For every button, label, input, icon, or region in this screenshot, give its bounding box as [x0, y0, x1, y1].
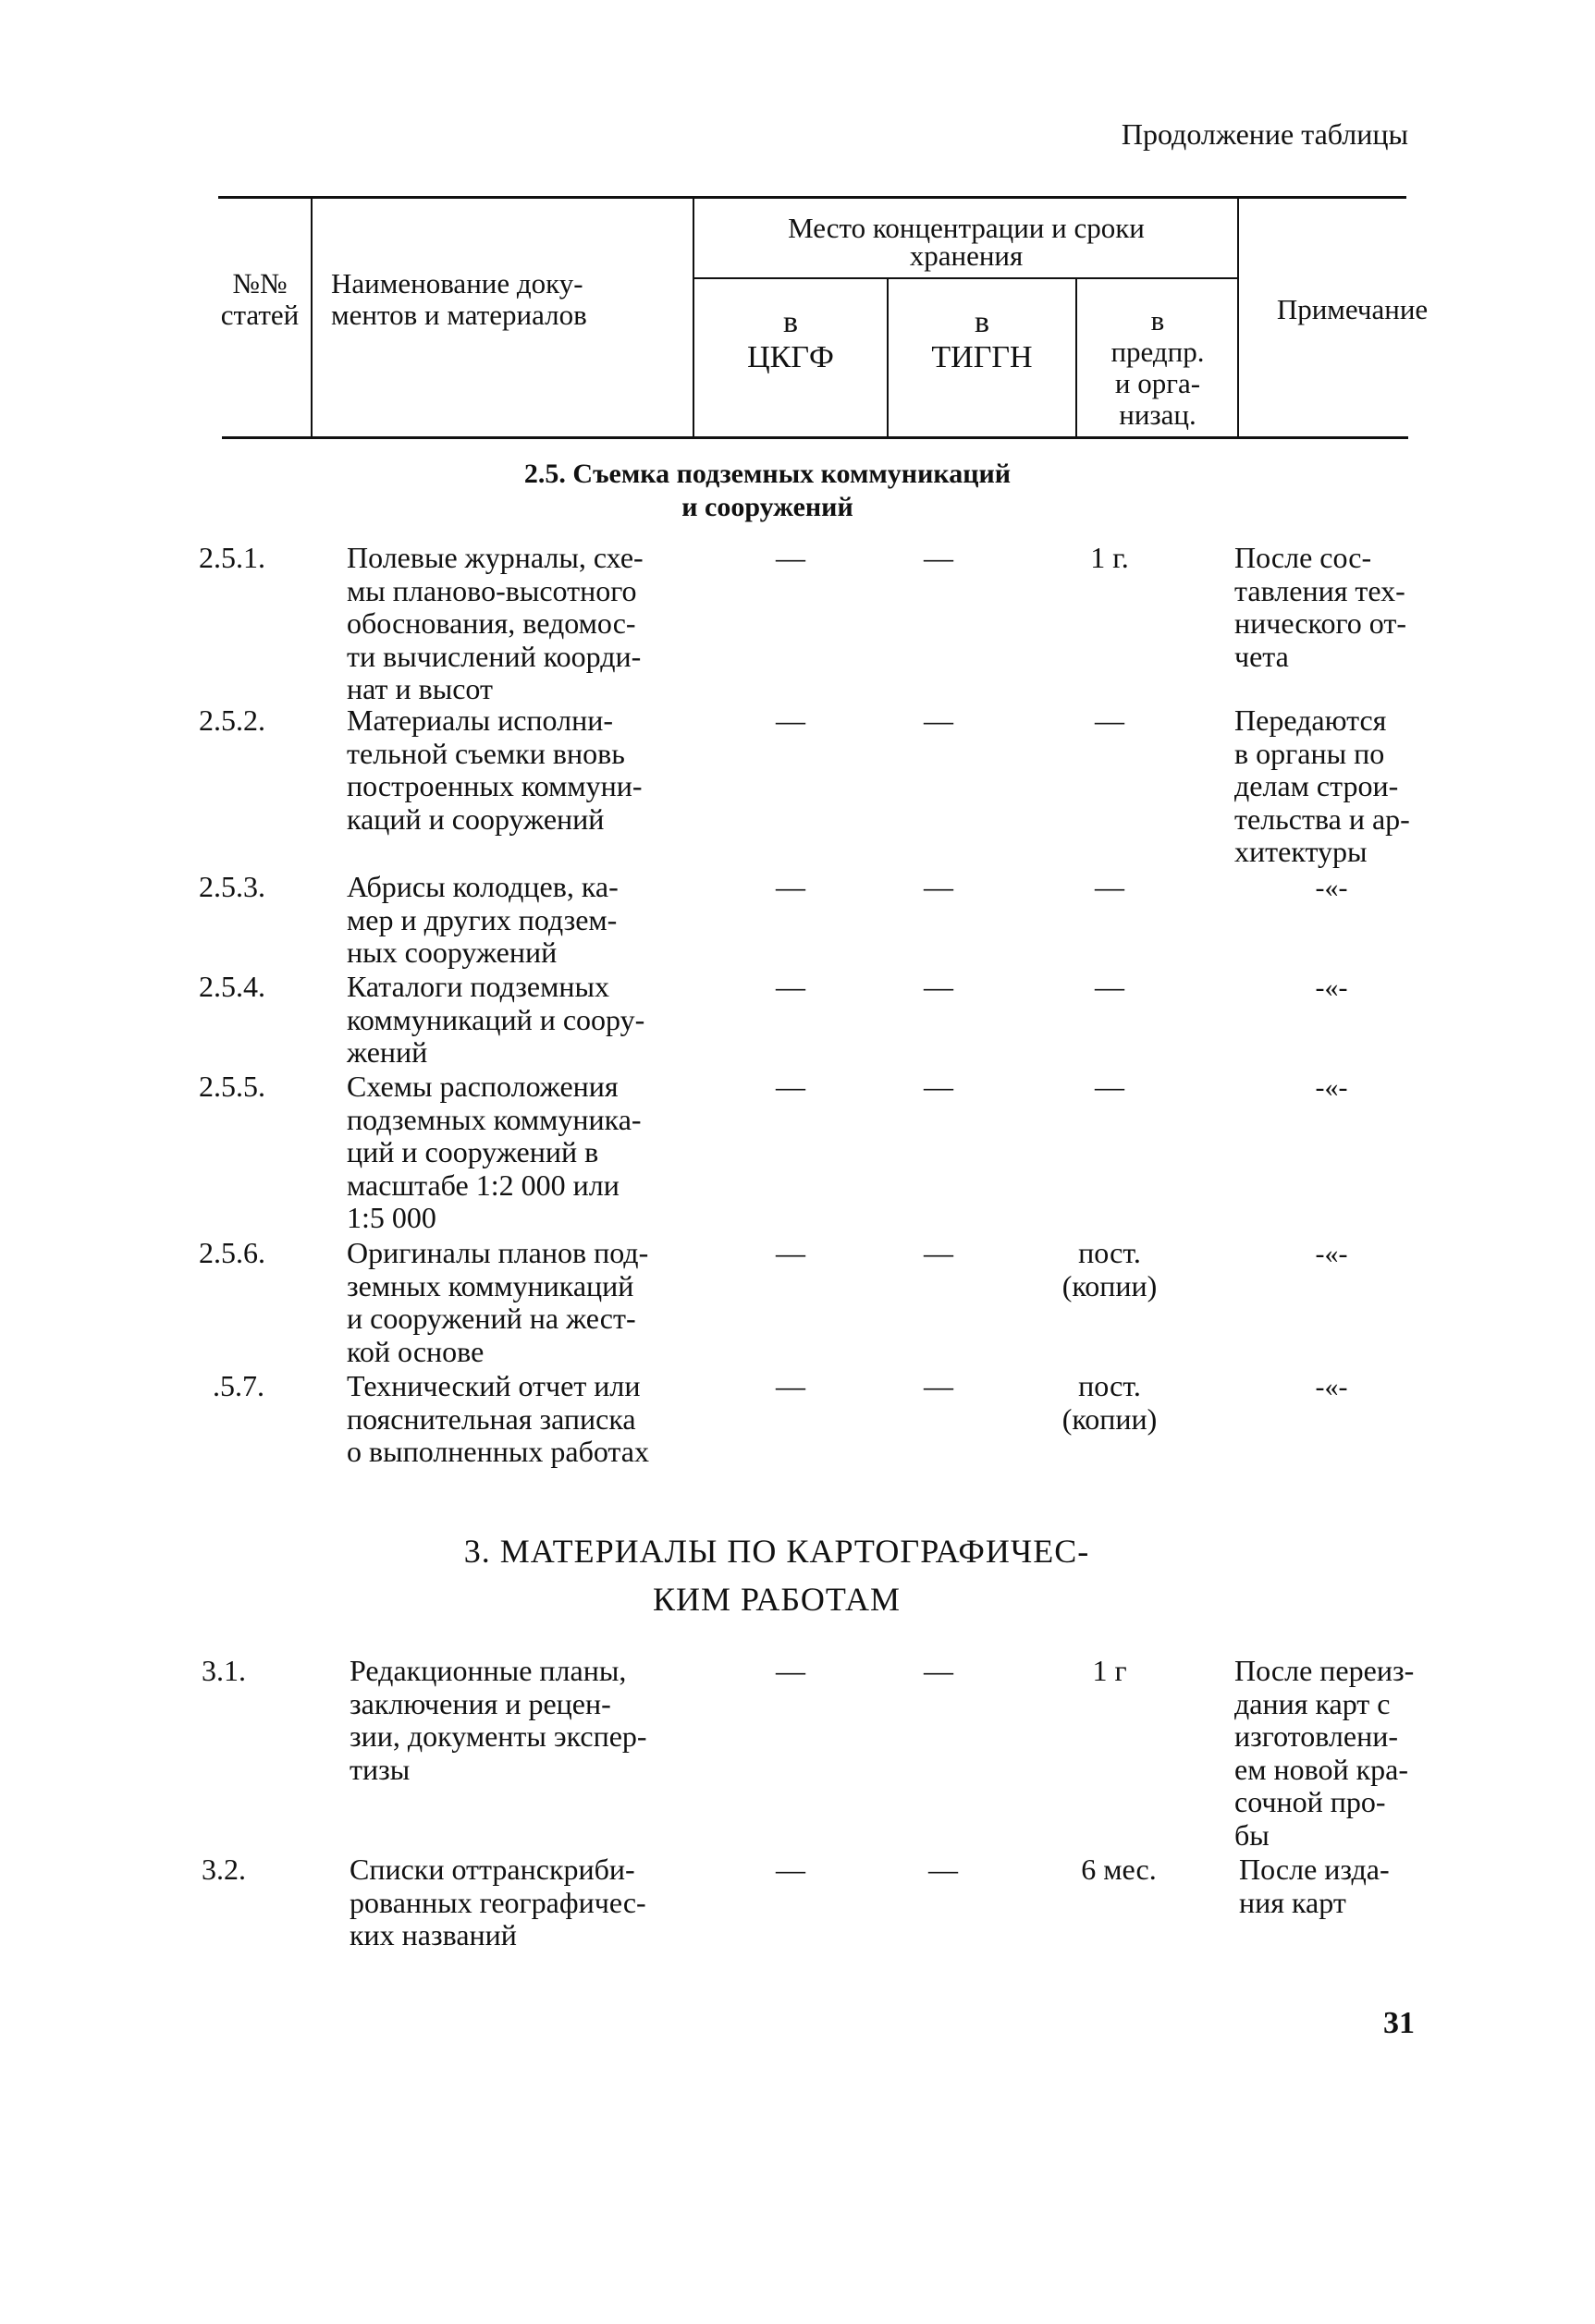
row-name: Материалы исполни- тельной съемки вновь построенных коммуни- каций и сооружений — [347, 703, 643, 836]
row-ckgf: — — [776, 1853, 805, 1886]
col-divider-1 — [311, 198, 313, 438]
row-note: После сос- тавления тех- нического от- чета — [1234, 541, 1407, 673]
row-org: 6 мес. — [1081, 1853, 1157, 1886]
row-ckgf: — — [776, 970, 805, 1003]
row-org: 1 г — [1092, 1654, 1127, 1687]
row-ckgf: — — [776, 703, 805, 737]
col-divider-4 — [1075, 278, 1077, 437]
row-name: Абрисы колодцев, ка- мер и других подзем- ных сооружений — [347, 870, 619, 969]
row-number: 2.5.5. — [199, 1070, 265, 1103]
row-number: .5.7. — [213, 1369, 264, 1402]
continuation-label: Продолжение таблицы — [1121, 117, 1408, 151]
row-note: После изда- ния карт — [1239, 1853, 1390, 1919]
row-name: Оригиналы планов под- земных коммуникаций и сооружений на жест- кой основе — [347, 1236, 649, 1368]
header-ckgf: в ЦКГФ — [747, 305, 834, 374]
row-number: 2.5.4. — [199, 970, 265, 1003]
row-tiggn: — — [924, 1654, 953, 1687]
row-tiggn: — — [924, 870, 953, 903]
row-number: 3.2. — [202, 1853, 246, 1886]
row-note: После переиз- дания карт с изготовлени- ем новой кра- сочной про- бы — [1234, 1654, 1415, 1852]
col-divider-2 — [693, 198, 694, 438]
page-number: 31 — [1383, 2006, 1415, 2040]
row-ckgf: — — [776, 870, 805, 903]
row-note-ditto: -«- — [1315, 1372, 1348, 1402]
row-ckgf: — — [776, 1070, 805, 1103]
row-org: 1 г. — [1090, 541, 1129, 574]
storage-subheader-rule — [693, 277, 1239, 279]
row-tiggn: — — [924, 703, 953, 737]
row-note-ditto: -«- — [1315, 873, 1348, 903]
row-tiggn: — — [924, 541, 953, 574]
row-note-ditto: -«- — [1315, 1072, 1348, 1103]
row-tiggn: — — [924, 1070, 953, 1103]
col-divider-3 — [887, 278, 889, 437]
row-number: 3.1. — [202, 1654, 246, 1687]
row-note: Передаются в органы по делам строи- тельства и ар- хитектуры — [1234, 703, 1410, 868]
row-note-ditto: -«- — [1315, 972, 1348, 1003]
row-org: — — [1095, 970, 1124, 1003]
row-tiggn: — — [924, 1369, 953, 1402]
row-name: Редакционные планы, заключения и рецен- зии, документы экспер- тизы — [350, 1654, 647, 1786]
table-bottom-rule — [222, 436, 1408, 439]
row-ckgf: — — [776, 1236, 805, 1269]
row-number: 2.5.3. — [199, 870, 265, 903]
row-tiggn: — — [924, 1236, 953, 1269]
row-org: пост. (копии) — [1061, 1236, 1158, 1303]
header-num: №№ статей — [220, 267, 300, 331]
header-name: Наименование доку- ментов и материалов — [331, 267, 587, 331]
row-org: — — [1095, 1070, 1124, 1103]
row-name: Технический отчет или пояснительная записка о выполненных работах — [347, 1369, 649, 1468]
row-ckgf: — — [776, 541, 805, 574]
row-name: Полевые журналы, схе- мы планово-высотного обоснования, ведомос- ти вычислений коорди- нат и высот — [347, 541, 644, 705]
table-top-rule — [218, 196, 1406, 199]
section-25-title: 2.5. Съемка подземных коммуникаций и сооружений — [523, 459, 1012, 522]
header-tiggn: в ТИГГН — [931, 305, 1033, 374]
row-name: Схемы расположения подземных коммуника- ций и сооружений в масштабе 1:2 000 или 1:5 000 — [347, 1070, 642, 1234]
row-tiggn: — — [928, 1853, 958, 1886]
row-ckgf: — — [776, 1654, 805, 1687]
row-org: пост. (копии) — [1061, 1369, 1158, 1436]
row-org: — — [1095, 703, 1124, 737]
header-org: в предпр. и орга- низац. — [1110, 304, 1205, 431]
row-org: — — [1095, 870, 1124, 903]
row-tiggn: — — [924, 970, 953, 1003]
section-3-title: 3. МАТЕРИАЛЫ ПО КАРТОГРАФИЧЕС- КИМ РАБОТАМ — [463, 1533, 1090, 1618]
row-name: Каталоги подземных коммуникаций и соору- жений — [347, 970, 645, 1069]
row-name: Списки оттранскриби- рованных географичес- ких названий — [350, 1853, 646, 1951]
header-note: Примечание — [1276, 293, 1429, 325]
row-note-ditto: -«- — [1315, 1239, 1348, 1269]
row-number: 2.5.2. — [199, 703, 265, 737]
row-number: 2.5.6. — [199, 1236, 265, 1269]
row-ckgf: — — [776, 1369, 805, 1402]
header-storage: Место концентрации и сроки хранения — [788, 212, 1145, 272]
row-number: 2.5.1. — [199, 541, 265, 574]
